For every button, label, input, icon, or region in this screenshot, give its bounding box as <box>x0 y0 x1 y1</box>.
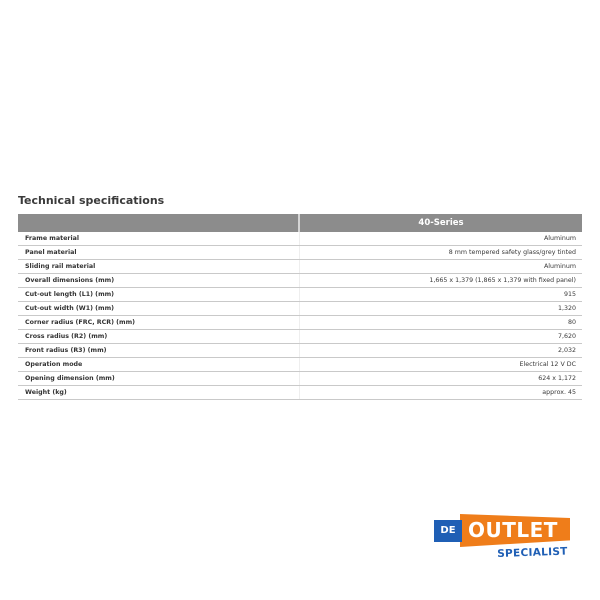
spec-label: Cross radius (R2) (mm) <box>18 330 299 344</box>
header-series-column: 40-Series <box>299 214 582 232</box>
spec-value: Aluminum <box>299 232 582 246</box>
section-title: Technical specifications <box>18 194 165 207</box>
table-header-row <box>18 214 582 232</box>
spec-label: Panel material <box>18 246 299 260</box>
spec-value: 1,665 x 1,379 (1,865 x 1,379 with fixed panel) <box>299 274 582 288</box>
table-row <box>18 246 582 260</box>
spec-value: Electrical 12 V DC <box>299 358 582 372</box>
spec-value: 915 <box>299 288 582 302</box>
table-row <box>18 232 582 246</box>
spec-label: Weight (kg) <box>18 386 299 400</box>
logo-outlet-text: OUTLET <box>468 518 558 542</box>
spec-value: 1,320 <box>299 302 582 316</box>
spec-label: Cut-out length (L1) (mm) <box>18 288 299 302</box>
spec-value: approx. 45 <box>299 386 582 400</box>
header-label-column <box>18 214 299 232</box>
spec-label: Cut-out width (W1) (mm) <box>18 302 299 316</box>
spec-value: 8 mm tempered safety glass/grey tinted <box>299 246 582 260</box>
spec-table <box>18 214 582 400</box>
spec-label: Corner radius (FRC, RCR) (mm) <box>18 316 299 330</box>
table-row <box>18 302 582 316</box>
spec-value: 7,620 <box>299 330 582 344</box>
de-outlet-specialist-logo <box>434 513 574 573</box>
spec-value: 624 x 1,172 <box>299 372 582 386</box>
table-row <box>18 316 582 330</box>
spec-label: Frame material <box>18 232 299 246</box>
logo-de-badge: DE <box>434 520 462 542</box>
table-row <box>18 358 582 372</box>
spec-label: Opening dimension (mm) <box>18 372 299 386</box>
table-row <box>18 260 582 274</box>
table-row <box>18 344 582 358</box>
spec-label: Overall dimensions (mm) <box>18 274 299 288</box>
table-row <box>18 274 582 288</box>
table-row <box>18 330 582 344</box>
table-row <box>18 372 582 386</box>
table-row <box>18 386 582 400</box>
spec-value: Aluminum <box>299 260 582 274</box>
logo-specialist-text: SPECIALIST <box>497 545 568 560</box>
table-row <box>18 288 582 302</box>
spec-label: Operation mode <box>18 358 299 372</box>
spec-label: Front radius (R3) (mm) <box>18 344 299 358</box>
spec-value: 2,032 <box>299 344 582 358</box>
spec-value: 80 <box>299 316 582 330</box>
spec-label: Sliding rail material <box>18 260 299 274</box>
